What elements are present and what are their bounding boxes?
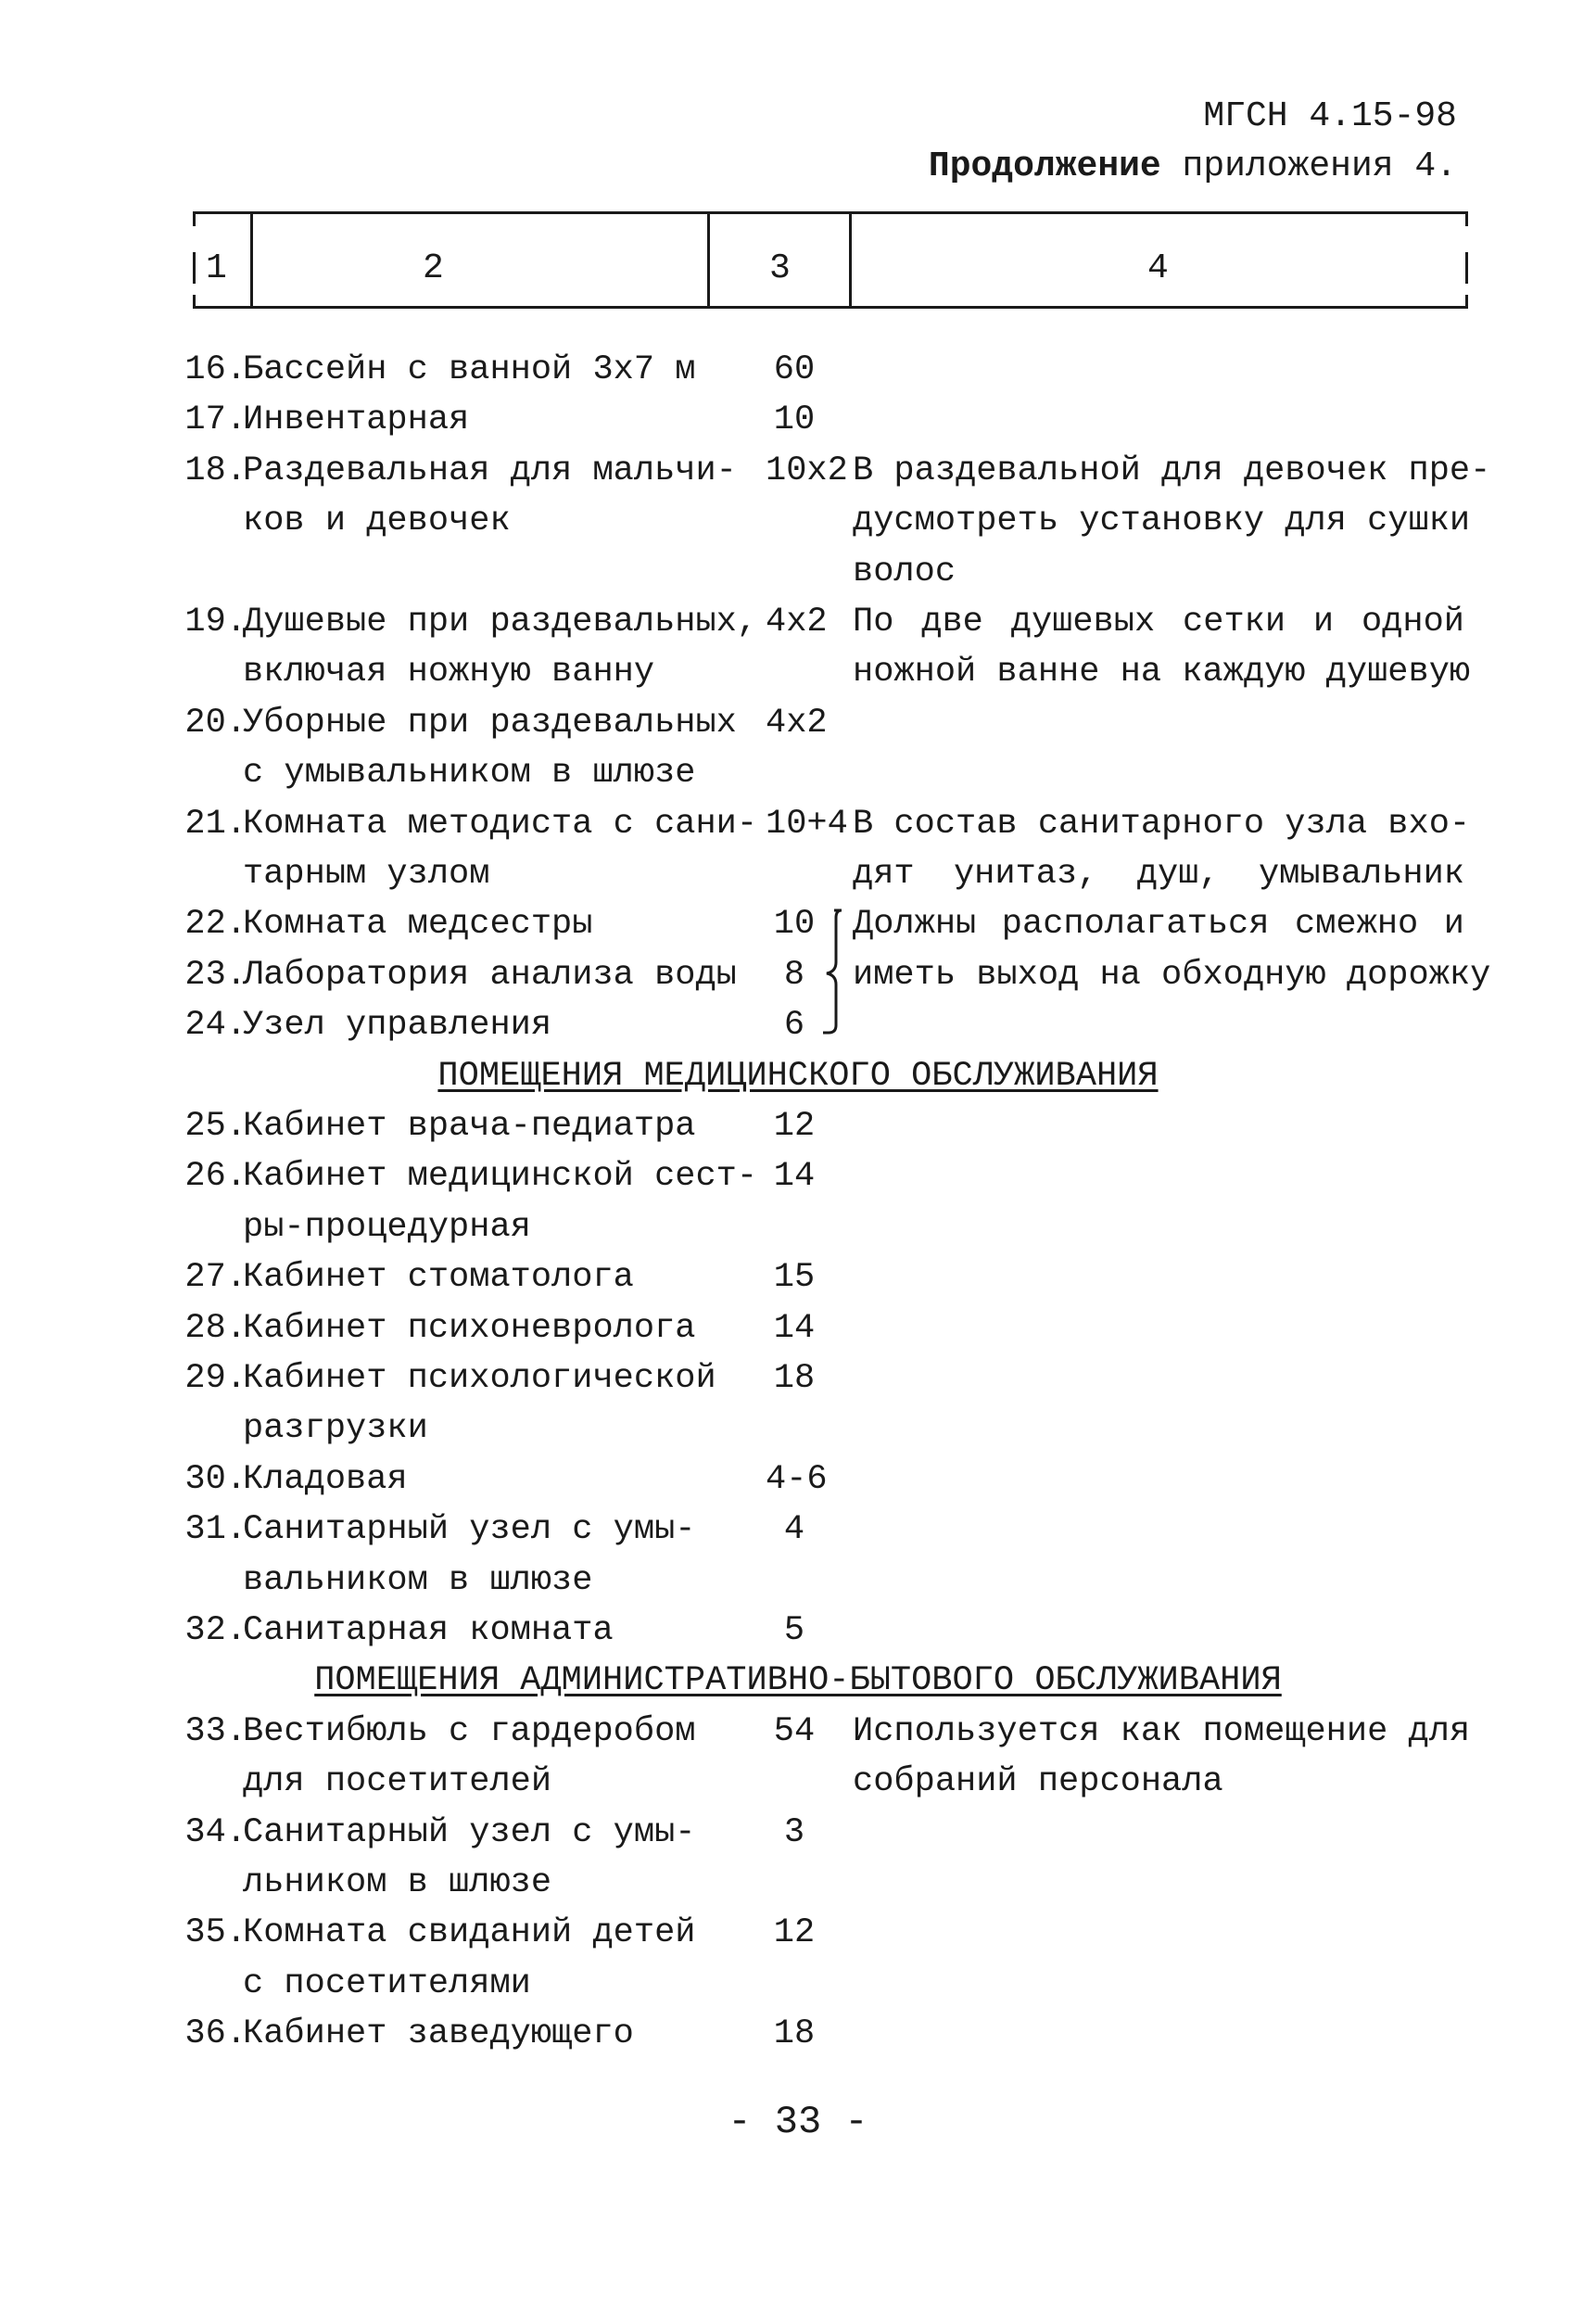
room-note: В состав санитарного узла вхо- (853, 804, 1471, 844)
header-left-corner-bottom (193, 295, 196, 308)
room-name: Комната свиданий детей (243, 1913, 696, 1953)
column-3-label: 3 (769, 248, 791, 288)
column-4-label: 4 (1147, 248, 1169, 288)
room-area: 14 (773, 1308, 816, 1348)
continuation-rest: приложения 4. (1160, 146, 1457, 186)
table-row-continuation (0, 748, 1596, 798)
row-number: 33. (184, 1711, 247, 1751)
room-name: Лаборатория анализа воды (243, 955, 737, 995)
table-row (0, 1808, 1596, 1858)
room-name: Душевые при раздевальных, (243, 603, 758, 642)
row-number: 16. (184, 350, 247, 389)
column-1-label: 1 (206, 248, 227, 288)
row-number: 17. (184, 400, 247, 440)
header-left-corner-top (193, 211, 196, 226)
room-area: 10 (773, 400, 816, 440)
row-number: 29. (184, 1359, 247, 1398)
row-number: 26. (184, 1157, 247, 1197)
room-name: Раздевальная для мальчи- (243, 451, 737, 490)
room-area: 14 (773, 1157, 816, 1197)
row-number: 27. (184, 1258, 247, 1298)
room-area: 10 (773, 905, 816, 945)
table-row (0, 1606, 1596, 1656)
room-name: Кладовая (243, 1459, 408, 1499)
table-row (0, 1303, 1596, 1353)
room-name: тарным узлом (243, 855, 490, 894)
room-name: Комната методиста с сани- (243, 804, 758, 844)
table-row (0, 345, 1596, 395)
table-row (0, 799, 1596, 849)
table-row-continuation (0, 1959, 1596, 2009)
table-row-continuation (0, 647, 1596, 697)
page-number: - 33 - (728, 2100, 868, 2144)
room-name: ры-процедурная (243, 1207, 531, 1247)
room-name: с умывальником в шлюзе (243, 754, 696, 794)
table-row (0, 1707, 1596, 1757)
table-row (0, 950, 1596, 1000)
room-name: Санитарный узел с умы- (243, 1812, 696, 1852)
table-row-continuation (0, 849, 1596, 899)
room-name: вальником в шлюзе (243, 1560, 593, 1600)
room-area: 12 (773, 1913, 816, 1953)
room-name: для посетителей (243, 1762, 552, 1802)
table-row-continuation (0, 1757, 1596, 1807)
row-number: 30. (184, 1459, 247, 1499)
room-note: По две душевых сетки и одной (853, 603, 1464, 642)
room-name: Кабинет медицинской сест- (243, 1157, 758, 1197)
room-name: Бассейн с ванной 3х7 м (243, 350, 696, 389)
column-2-label: 2 (423, 248, 444, 288)
room-note: дусмотреть установку для сушки (853, 502, 1471, 541)
room-name: Уборные при раздевальных (243, 703, 737, 743)
room-area: 60 (773, 350, 816, 389)
document-code: МГСН 4.15-98 (1203, 96, 1457, 136)
room-area: 18 (773, 2014, 816, 2054)
header-bottom-rule (193, 306, 1468, 309)
room-name: с посетителями (243, 1963, 531, 2003)
table-row (0, 1505, 1596, 1555)
room-area: 18 (773, 1359, 816, 1398)
room-area: 4х2 (766, 603, 828, 642)
table-row (0, 1908, 1596, 1958)
header-right-corner-bottom (1465, 295, 1468, 308)
table-row (0, 395, 1596, 445)
room-name: Инвентарная (243, 400, 470, 440)
row-number: 20. (184, 703, 247, 743)
table-row-continuation (0, 547, 1596, 597)
room-name: Кабинет врача-педиатра (243, 1107, 696, 1146)
row-number: 19. (184, 603, 247, 642)
row-number: 31. (184, 1510, 247, 1550)
header-divider-3 (849, 211, 852, 308)
row-number: 22. (184, 905, 247, 945)
table-row (0, 1000, 1596, 1050)
section-heading: ПОМЕЩЕНИЯ АДМИНИСТРАТИВНО-БЫТОВОГО ОБСЛУЖИВАНИЯ (314, 1661, 1282, 1701)
header-right-edge (1465, 252, 1468, 284)
room-name: включая ножную ванну (243, 653, 655, 692)
room-note: иметь выход на обходную дорожку (853, 955, 1491, 995)
room-note: дят унитаз, душ, умывальник (853, 855, 1464, 894)
table-row (0, 899, 1596, 949)
room-note: В раздевальной для девочек пре- (853, 451, 1491, 490)
table-row (0, 1101, 1596, 1151)
room-area: 5 (783, 1611, 805, 1650)
row-number: 24. (184, 1006, 247, 1046)
table-row-continuation (0, 1404, 1596, 1454)
column-header (193, 210, 1468, 313)
room-name: Кабинет стоматолога (243, 1258, 634, 1298)
row-number: 25. (184, 1107, 247, 1146)
room-area: 8 (783, 955, 805, 995)
table-row (0, 1151, 1596, 1201)
table-row (0, 1455, 1596, 1505)
row-number: 21. (184, 804, 247, 844)
room-area: 4х2 (766, 703, 828, 743)
room-note: волос (853, 552, 956, 591)
row-number: 32. (184, 1611, 247, 1650)
room-name: Кабинет психологической (243, 1359, 716, 1398)
table-row (0, 1252, 1596, 1302)
row-number: 23. (184, 955, 247, 995)
room-name: Санитарный узел с умы- (243, 1510, 696, 1550)
header-divider-1 (250, 211, 253, 308)
room-area: 3 (783, 1812, 805, 1852)
header-left-edge (193, 252, 196, 284)
room-note: Используется как помещение для (853, 1711, 1471, 1751)
room-name: льником в шлюзе (243, 1863, 552, 1902)
room-area: 10х2 (766, 451, 848, 490)
row-number: 36. (184, 2014, 247, 2054)
table-row (0, 597, 1596, 647)
room-note: собраний персонала (853, 1762, 1223, 1802)
table-row (0, 2009, 1596, 2059)
room-area: 54 (773, 1711, 816, 1751)
room-name: разгрузки (243, 1409, 428, 1449)
room-name: ков и девочек (243, 502, 511, 541)
room-name: Кабинет психоневролога (243, 1308, 696, 1348)
room-name: Узел управления (243, 1006, 552, 1046)
table-row (0, 446, 1596, 496)
room-area: 12 (773, 1107, 816, 1146)
header-right-corner-top (1465, 211, 1468, 226)
table-row-continuation (0, 1858, 1596, 1908)
room-name: Комната медсестры (243, 905, 593, 945)
row-number: 28. (184, 1308, 247, 1348)
room-note: ножной ванне на каждую душевую (853, 653, 1471, 692)
row-number: 34. (184, 1812, 247, 1852)
room-name: Вестибюль с гардеробом (243, 1711, 696, 1751)
room-area: 6 (783, 1006, 805, 1046)
header-top-rule (193, 211, 1468, 214)
note-group-bracket (816, 907, 853, 1036)
table-row-continuation (0, 496, 1596, 546)
row-number: 35. (184, 1913, 247, 1953)
room-name: Санитарная комната (243, 1611, 614, 1650)
room-area: 4-6 (766, 1459, 828, 1499)
room-name: Кабинет заведующего (243, 2014, 634, 2054)
continuation-bold-word: Продолжение (928, 146, 1161, 186)
continuation-label (929, 146, 1457, 187)
table-row (0, 698, 1596, 748)
room-area: 4 (783, 1510, 805, 1550)
table-row-continuation (0, 1556, 1596, 1606)
header-divider-2 (707, 211, 710, 308)
table-row-continuation (0, 1202, 1596, 1252)
room-area: 10+4 (766, 804, 848, 844)
room-area: 15 (773, 1258, 816, 1298)
section-heading: ПОМЕЩЕНИЯ МЕДИЦИНСКОГО ОБСЛУЖИВАНИЯ (437, 1056, 1159, 1096)
room-note: Должны располагаться смежно и (853, 905, 1464, 945)
row-number: 18. (184, 451, 247, 490)
table-row (0, 1353, 1596, 1404)
